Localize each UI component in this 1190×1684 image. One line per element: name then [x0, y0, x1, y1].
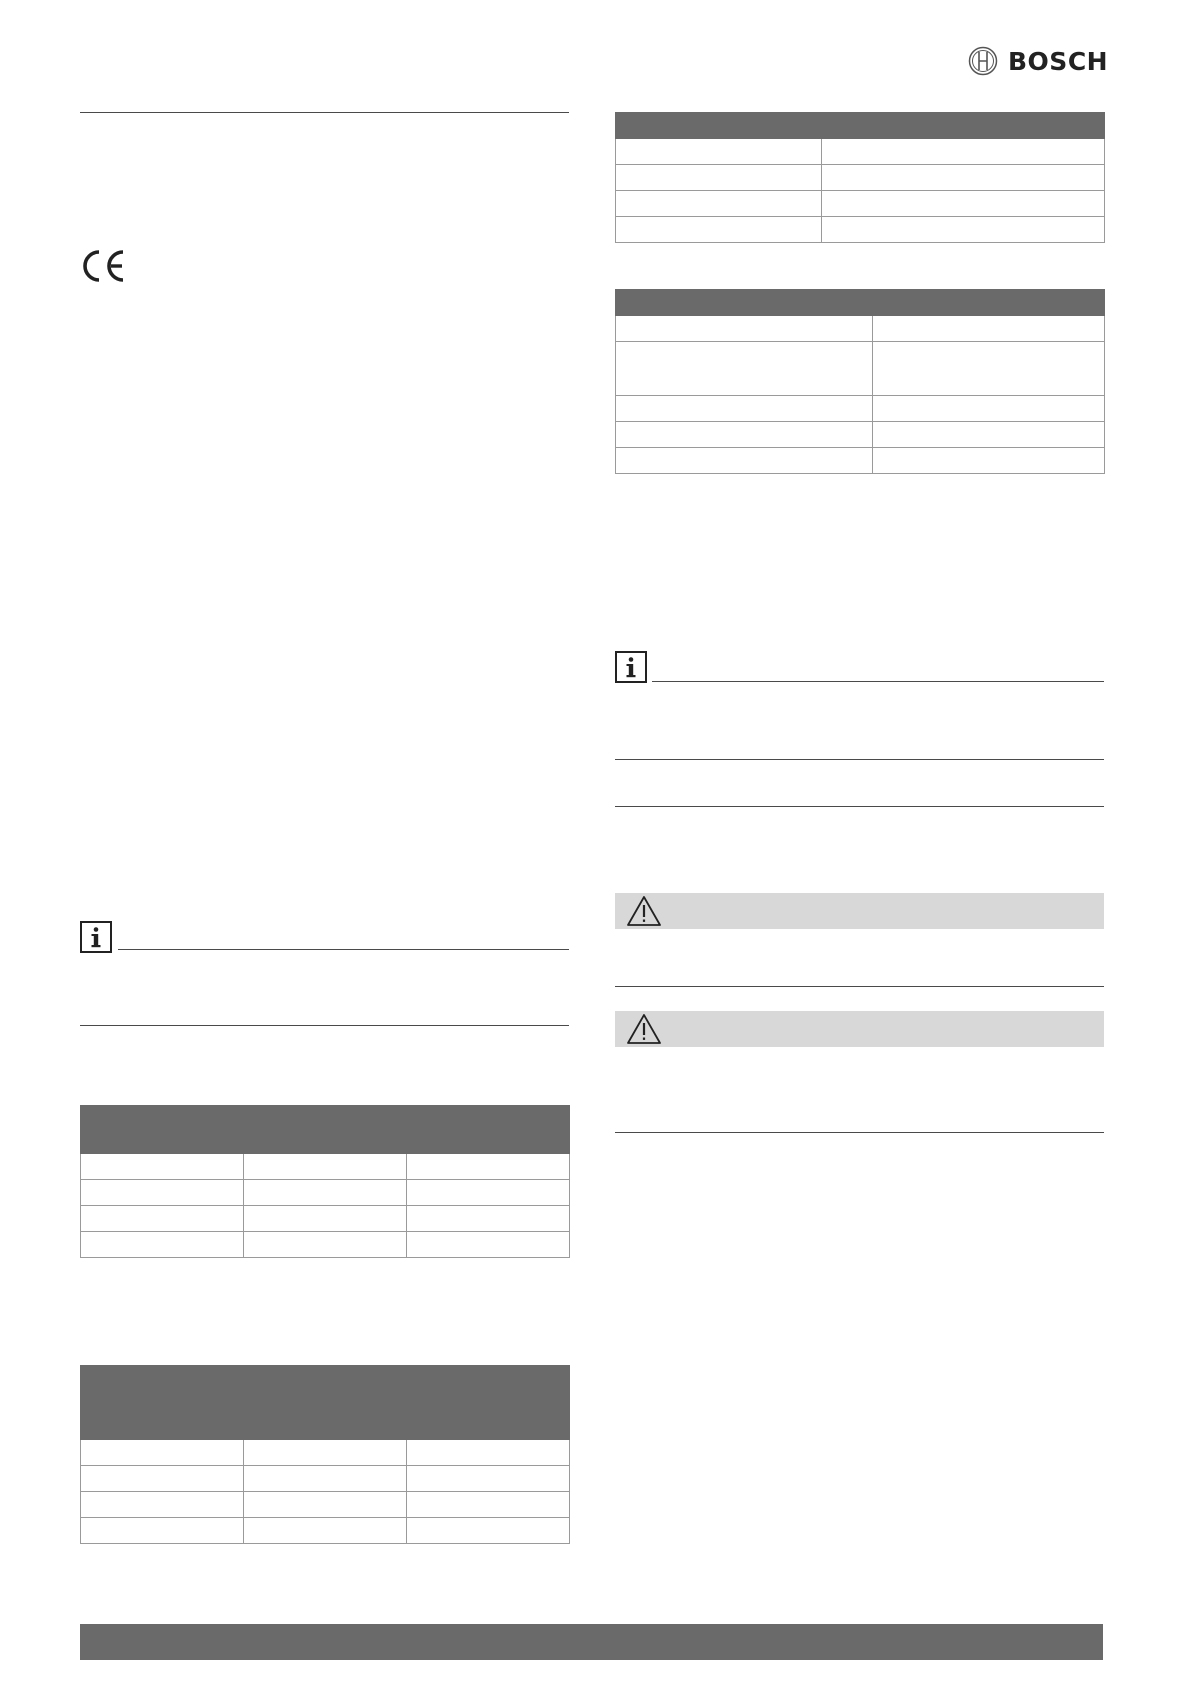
warning-notice-rule — [615, 986, 1104, 987]
table-row — [616, 316, 1105, 342]
data-table-right-2 — [615, 289, 1105, 474]
warning-bar — [615, 1011, 1104, 1047]
table-row — [81, 1232, 570, 1258]
table-header-cell — [244, 1106, 407, 1154]
table-header-cell — [616, 290, 1105, 316]
info-icon — [80, 921, 112, 953]
section-rule — [80, 1025, 569, 1026]
table-header-cell — [81, 1366, 244, 1440]
table-row — [81, 1518, 570, 1544]
table-header-cell — [244, 1392, 407, 1440]
table-row — [616, 165, 1105, 191]
brand-logo — [968, 44, 1108, 78]
table-row — [81, 1206, 570, 1232]
table-row — [616, 396, 1105, 422]
table-row — [81, 1466, 570, 1492]
table-row — [616, 191, 1105, 217]
info-icon — [615, 651, 647, 683]
data-table-right-1 — [615, 112, 1105, 243]
table-row — [616, 217, 1105, 243]
ce-mark-icon — [80, 248, 128, 284]
warning-notice-rule — [615, 1132, 1104, 1133]
info-notice-rule — [652, 681, 1104, 682]
table-header-cell — [822, 113, 1105, 139]
table-header-group-cell — [244, 1366, 570, 1392]
footer-bar — [80, 1624, 1103, 1660]
table-row — [616, 139, 1105, 165]
table-row — [81, 1180, 570, 1206]
table-row — [81, 1154, 570, 1180]
warning-triangle-icon — [626, 1013, 662, 1045]
section-rule — [80, 112, 569, 113]
data-table-left-2 — [80, 1365, 570, 1544]
table-row — [616, 448, 1105, 474]
table-header-cell — [407, 1392, 570, 1440]
table-row — [81, 1492, 570, 1518]
table-header-cell — [407, 1106, 570, 1154]
table-row — [616, 342, 1105, 396]
brand-name: BOSCH — [1008, 46, 1109, 76]
section-rule — [615, 759, 1104, 760]
data-table-left-1 — [80, 1105, 570, 1258]
warning-bar — [615, 893, 1104, 929]
bosch-armature-logo-icon — [968, 46, 998, 76]
table-header-cell — [616, 113, 822, 139]
table-row — [616, 422, 1105, 448]
info-notice-rule — [118, 949, 569, 950]
section-rule — [615, 806, 1104, 807]
warning-triangle-icon — [626, 895, 662, 927]
table-header-cell — [81, 1106, 244, 1154]
table-row — [81, 1440, 570, 1466]
